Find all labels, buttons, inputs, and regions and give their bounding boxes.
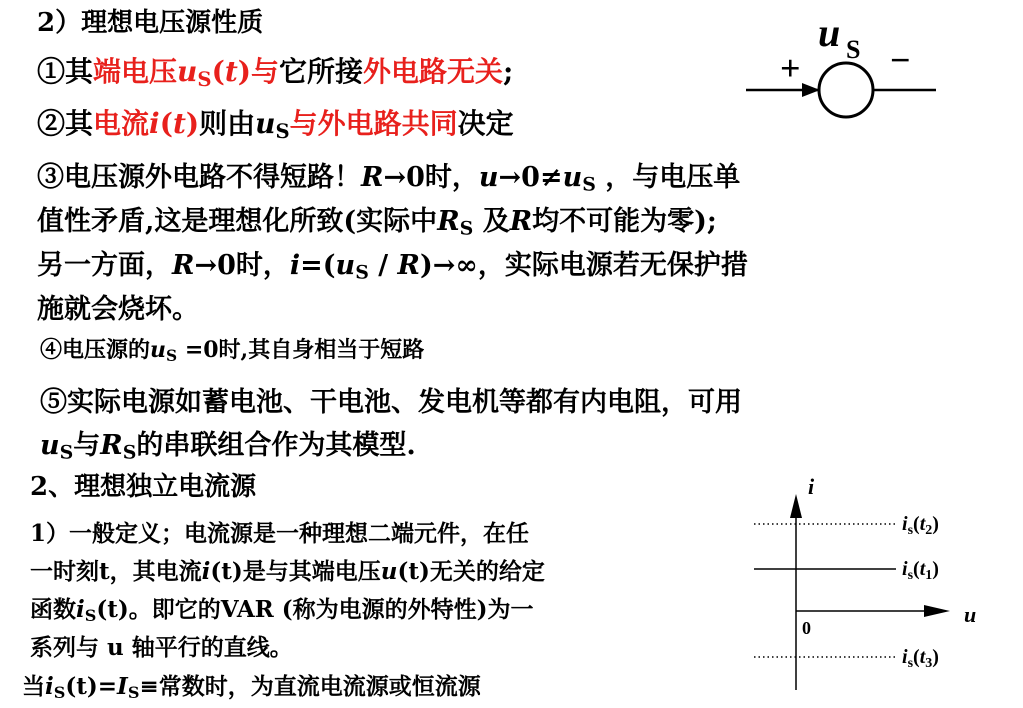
origin-label: 0	[802, 618, 811, 638]
circled-number: ⑤	[40, 387, 67, 418]
arrow-right-icon	[802, 83, 820, 97]
circled-number: ③	[37, 162, 64, 193]
property-5-line-1: ⑤实际电源如蓄电池、干电池、发电机等都有内电阻，可用	[40, 387, 742, 418]
curve-label-t3: $i_s(t_3)$	[902, 646, 939, 671]
definition-line-4: 系列与 u 轴平行的直线。	[30, 634, 293, 661]
minus-sign: −	[890, 40, 911, 80]
voltage-source-symbol	[740, 8, 940, 128]
property-5-line-2: $u_S$与$R_S$的串联组合作为其模型.	[40, 430, 416, 464]
property-3-line-3: 另一方面，R→0时，$i=(u_S / R)\to\infty$，实际电源若无保护措	[37, 250, 748, 284]
property-3-line-4: 施就会烧坏。	[37, 294, 199, 325]
plus-sign: +	[780, 48, 801, 88]
circled-number: ②	[37, 107, 66, 140]
property-1: ①其端电压$u_S(t)$与它所接外电路无关;	[37, 55, 514, 91]
source-circle	[819, 63, 873, 117]
property-4: ④电压源的$u_S =0$时,其自身相当于短路	[40, 337, 425, 365]
i-axis-label: i	[808, 474, 815, 499]
circled-number: ①	[37, 55, 66, 88]
u-axis-label: u	[964, 602, 977, 627]
property-2: ②其电流i(t)则由$u_S$与外电路共同决定	[37, 107, 514, 143]
voltage-label-sub: S	[846, 35, 861, 64]
definition-line-3: 函数$i_S(t)$。即它的VAR (称为电源的外特性)为一	[30, 596, 534, 626]
voltage-label: u	[818, 10, 841, 55]
u-axis-arrow-icon	[924, 605, 950, 617]
curve-label-t1: $i_s(t_1)$	[902, 558, 939, 583]
iu-characteristic-graph	[748, 474, 1008, 696]
i-axis-arrow-icon	[790, 494, 802, 518]
section2-heading: 2、理想独立电流源	[30, 472, 257, 502]
definition-line-1: 1）一般定义；电流源是一种理想二端元件，在任	[30, 520, 530, 547]
section1-heading: 2）理想电压源性质	[37, 8, 264, 38]
property-3-line-1: ③电压源外电路不得短路！R→0时，$u\to 0\ne u_S$ ，与电压单	[37, 162, 741, 196]
definition-line-2: 一时刻t，其电流i(t)是与其端电压u(t)无关的给定	[30, 558, 545, 585]
property-3-line-2: 值性矛盾,这是理想化所致(实际中$R_S$ 及R均不可能为零);	[37, 206, 717, 240]
definition-line-5: 当$i_S(t)=I_S\equiv$常数时，为直流电流源或恒流源	[22, 673, 481, 703]
circled-number: ④	[40, 337, 63, 363]
curve-label-t2: $i_s(t_2)$	[902, 513, 939, 538]
